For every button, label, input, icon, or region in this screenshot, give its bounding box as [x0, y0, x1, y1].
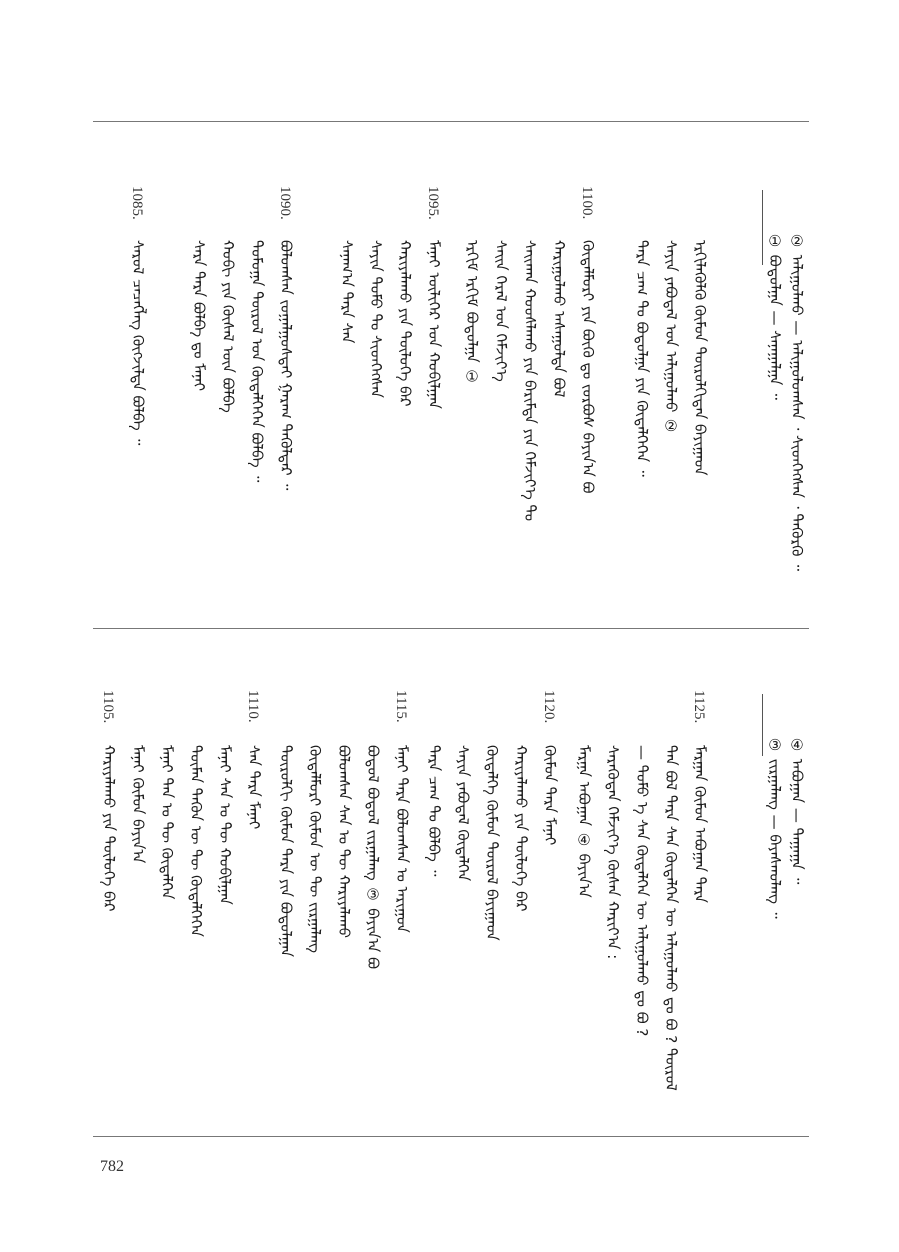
lower-line: ᠮᠠᠨᠠᠢ ᠰᠠᠨ ᠤ ᠲᠦ ᠬᠤᠪᠢᠯᠭᠠᠨ	[216, 745, 234, 905]
lower-line: ᠮᠠᠨᠠᠢ ᠬᠦᠮᠦᠨ ᠪᠠᠶᠢᠨ᠎ᠠ	[129, 745, 147, 864]
lower-line: ᠬᠠᠷᠢᠶᠠᠯᠠᠬᠤ ᠶᠢᠨ ᠲᠥᠯᠥᠭᠡ ᠪᠡᠷ	[512, 745, 530, 912]
middle-rule	[93, 628, 809, 629]
line-number: 1110.	[245, 690, 261, 723]
upper-line: ᠰᠠᠢᠨ ᠭᠡᠷᠡᠯ ᠤᠨ ᠬᠡᠮᠵᠢᠶ᠎ᠡ	[492, 240, 510, 382]
lower-line: ᠮᠠᠨᠠᠢ ᠲᠡᠷᠡ ᠪᠣᠯᠤᠭᠰᠠᠨ ᠤ ᠠᠷᠢᠭᠤᠨ	[393, 745, 411, 933]
lower-footnote-4: ④ ᠠᠪᠤᠭᠠᠨ — ᠳᠠᠭᠠᠭᠠ ᠃	[788, 736, 806, 885]
upper-line: ᠲᠣᠮᠤᠭᠠ ᠲᠥᠷᠥᠯ ᠤᠨ ᠬᠥᠳᠡᠯᠭᠡᠭᠡᠨ ᠪᠣᠯᠪᠠ ᠃	[248, 240, 266, 483]
lower-footnote-rule	[762, 694, 763, 756]
upper-line: ᠬᠥᠳᠡᠯᠮᠦᠷᠢ ᠶᠢᠨ ᠪᠦᠬᠦ ᠳᠤ ᠵᠤᠷᠪᠤᠰ ᠪᠠᠶᠢᠨ᠎ᠠ ᠪᠣ	[579, 240, 597, 494]
lower-footnote-3: ③ ᠵᠢᠷᠭᠠᠯᠠᠩ — ᠪᠠᠶᠠᠰᠬᠤᠯᠠᠩ ᠃	[766, 736, 784, 919]
upper-line: ᠡᠷᠬᠢᠮ ᠡᠷᠬᠢᠮ ᠪᠤᠳᠤᠯᠭᠠ ①	[463, 240, 481, 386]
upper-line: ᠬᠠᠷᠢᠶᠠᠯᠠᠬᠤ ᠶᠢᠨ ᠲᠥᠯᠥᠭᠡ ᠪᠡᠷ	[396, 240, 414, 407]
upper-line: ᠲᠡᠷᠡ ᠴᠠᠭ ᠲᠤ ᠪᠣᠳᠤᠯᠭᠠ ᠶᠢᠨ ᠬᠥᠳᠡᠯᠭᠡᠭᠡᠨ ᠃	[633, 240, 651, 477]
lower-line: ᠲᠥᠷᠥᠯᠬᠢ ᠬᠦᠮᠦᠨ ᠲᠡᠷᠡ ᠶᠢᠨ ᠪᠣᠳᠤᠯᠭᠠᠨ	[277, 745, 295, 958]
upper-line: ᠪᠤᠯᠤᠭᠰᠠᠨ ᠵᠤᠭᠠᠯᠭᠤᠰᠲᠠᠢ ᠭᠠᠷᠠᠭ ᠲᠡᠭᠦᠯᠳᠡᠷ ᠃	[277, 240, 295, 491]
upper-line: ᠰᠠᠶᠢᠨ ᠶᠠᠪᠤᠳᠠᠯ ᠤᠨ ᠠᠯᠢᠭᠤᠯᠬᠤ ②	[662, 240, 680, 436]
line-number: 1085.	[129, 186, 145, 220]
lower-line: ᠰᠠᠶᠢᠨ ᠶᠠᠪᠤᠳᠠᠯ ᠬᠥᠳᠡᠯᠭᠡᠨ	[454, 745, 472, 882]
line-number: 1095.	[425, 186, 441, 220]
lower-line: ᠰᠡᠷᠡᠭᠦᠳᠡᠨ ᠬᠡᠮᠵᠢᠶ᠎ᠡ ᠬᠦᠰᠡᠨ ᠬᠠᠷᠢᠶ᠎ᠠ :	[604, 745, 622, 960]
upper-line: ᠰᠠᠶᠢᠨ ᠲᠣᠮᠤ ᠲᠤ ᠰᠢᠳᠬᠡᠭᠰᠡᠨ	[367, 240, 385, 398]
upper-line: ᠰᠠᠷᠠ ᠲᠡᠷᠡ ᠪᠣᠯᠪᠠ ᠳᠤ ᠮᠠᠨᠠᠢ	[190, 240, 208, 391]
lower-line: ᠪᠣᠳᠤᠯ ᠪᠣᠳᠤᠯ ᠵᠢᠷᠭᠠᠯᠠᠩ ③ ᠪᠠᠶᠢᠨ᠎ᠠ ᠪᠣ	[364, 745, 382, 970]
lower-line: ᠬᠥᠳᠡᠯᠭᠡ ᠬᠦᠮᠦᠨ ᠲᠥᠷᠥᠯ ᠪᠠᠶᠢᠭᠠᠳ	[483, 745, 501, 941]
line-number: 1105.	[100, 690, 116, 724]
upper-line: ᠡᠷᠬᠢᠯᠡᠭᠦᠯᠬᠦ ᠬᠦᠮᠦᠨ ᠲᠥᠷᠥᠯᠬᠢᠲᠡᠨ ᠪᠠᠶᠢᠭᠠᠳ	[691, 240, 709, 476]
bottom-rule	[93, 1136, 809, 1137]
upper-line: ᠬᠠᠷᠢᠭᠤᠯᠬᠤ ᠠᠰᠠᠭᠤᠯᠲᠠ ᠪᠣᠯ	[550, 240, 568, 398]
upper-footnote-1: ① ᠪᠤᠳᠤᠯᠭᠠ — ᠰᠠᠨᠠᠭᠠᠯᠭᠠ ᠃	[766, 232, 784, 400]
lower-line: ᠲᠡᠷᠡ ᠴᠠᠭ ᠲᠤ ᠪᠣᠯᠪᠠ ᠃	[425, 745, 443, 877]
lower-line: ᠲᠦᠮᠡᠨ ᠲᠡᠭᠦᠨ ᠦ ᠲᠦ ᠬᠥᠳᠡᠯᠭᠡᠭᠡᠨ	[187, 745, 205, 937]
line-number: 1115.	[393, 690, 409, 723]
line-number: 1090.	[277, 186, 293, 220]
upper-line: ᠰᠠᠷᠤᠯ ᠴᠡᠴᠡᠭᠯᠡᠭ ᠬᠥᠭᠵᠢᠯᠲᠡ ᠪᠤᠯᠪᠠ ᠃	[129, 240, 147, 446]
page-number: 782	[100, 1158, 124, 1175]
lower-line: ᠮᠠᠷᠭᠠᠨ ᠬᠦᠮᠦᠨ ᠠᠪᠤᠭᠠᠨ ᠲᠡᠷᠡ	[691, 745, 709, 903]
upper-footnote-2: ② ᠠᠯᠢᠭᠤᠯᠬᠤ — ᠠᠯᠢᠭᠤᠯᠤᠭᠰᠠᠨ ᠂ ᠰᠢᠳᠬᠡᠭᠰᠡᠨ ᠂ ᠲᠡᠭᠦᠷᠬᠦ ᠃	[788, 232, 806, 571]
lower-line: ᠬᠦᠮᠦᠨ ᠲᠡᠷᠡ ᠮᠠᠨᠠᠢ	[541, 745, 559, 846]
lower-line: ᠮᠠᠷᠭᠠ ᠠᠪᠤᠭᠠᠨ ④ ᠪᠠᠶᠢᠨ᠎ᠠ	[575, 745, 593, 898]
upper-line: ᠰᠠᠨᠠᠭ᠎ᠠ ᠲᠡᠷᠡ ᠰᠠᠨ	[338, 240, 356, 344]
lower-line: ᠬᠥᠳᠡᠯᠮᠦᠷᠢ ᠬᠦᠮᠦᠨ ᠦ ᠲᠦ ᠵᠢᠷᠭᠠᠯᠠᠩ	[306, 745, 324, 954]
upper-line: ᠰᠠᠢᠬᠠᠨ ᠬᠣᠣᠰᠯᠠᠬᠤ ᠶᠢᠨ ᠪᠠᠷᠢᠮᠲᠠ ᠶᠢᠨ ᠬᠡᠮᠵᠢᠶ᠎ᠡ ᠲᠤ	[521, 240, 539, 522]
lower-line: — ᠲᠣᠮᠤ ᠡ ᠰᠠᠨ ᠬᠥᠳᠡᠯᠭᠡᠨ ᠦ ᠠᠯᠢᠭᠤᠯᠬᠤ ᠳᠤ ᠪᠤ ?	[633, 745, 651, 1037]
lower-line: ᠲᠠᠨ ᠪᠣᠯ ᠲᠡᠷᠡ ᠰᠠᠨ ᠬᠥᠳᠡᠯᠭᠡᠨ ᠦ ᠠᠯᠢᠭᠤᠯᠬᠤ ᠳᠤ ᠪᠤ ? ᠲᠥᠷᠥᠯ	[662, 745, 680, 1091]
top-rule	[93, 121, 809, 122]
lower-line: ᠰᠠᠨ ᠲᠡᠷᠡ ᠮᠠᠨᠠᠢ	[245, 745, 263, 830]
line-number: 1120.	[541, 690, 557, 724]
upper-line: ᠬᠤᠪᠢ ᠶᠢᠨ ᠬᠦᠰᠡᠯ ᠦᠨ ᠪᠣᠯᠪᠠ	[219, 240, 237, 413]
line-number: 1100.	[579, 186, 595, 220]
lower-line: ᠪᠣᠯᠤᠭᠰᠠᠨ ᠰᠠᠨ ᠤ ᠲᠦ ᠬᠠᠷᠢᠶᠠᠯᠠᠬᠤ	[335, 745, 353, 939]
upper-line: ᠮᠠᠨᠠᠢ ᠦᠯᠢᠭᠡᠷ ᠤᠨ ᠬᠤᠪᠢᠯᠭᠠᠨ	[425, 240, 443, 409]
lower-line: ᠮᠠᠨᠠᠢ ᠲᠠᠨ ᠤ ᠲᠦ ᠬᠥᠳᠡᠯᠭᠡᠨ	[158, 745, 176, 900]
lower-line: ᠬᠠᠷᠢᠶᠠᠯᠠᠬᠤ ᠶᠢᠨ ᠲᠥᠯᠥᠭᠡ ᠪᠡᠷ	[100, 745, 118, 912]
line-number: 1125.	[691, 690, 707, 724]
upper-footnote-rule	[762, 190, 763, 265]
